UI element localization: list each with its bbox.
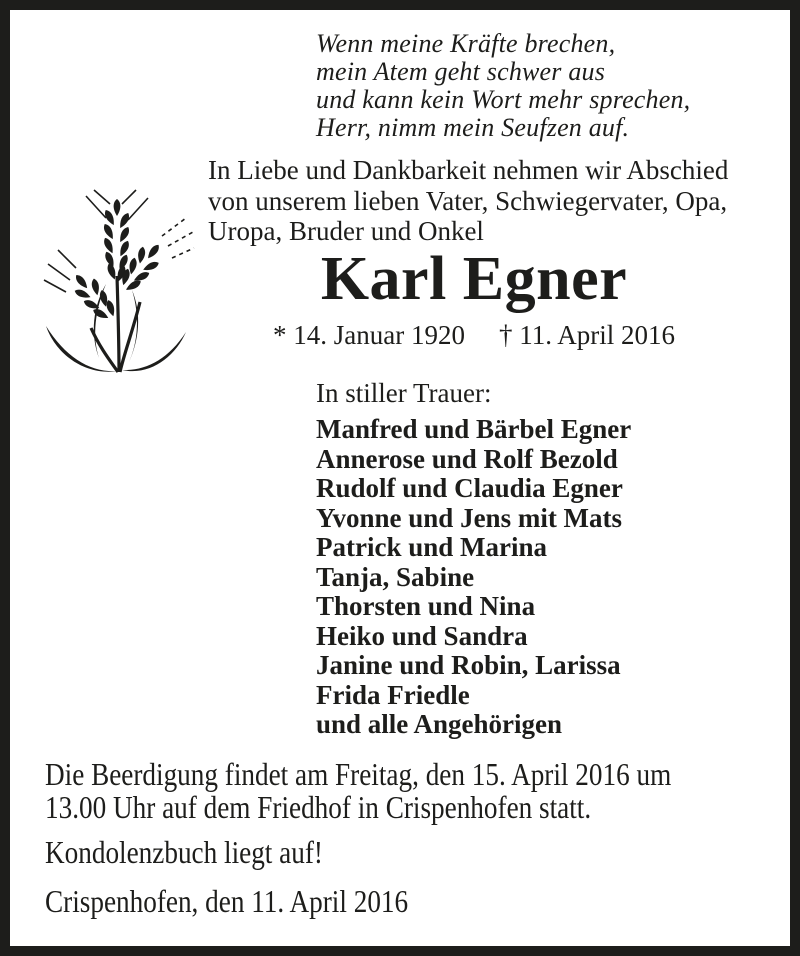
condolence-note: Kondolenzbuch liegt auf! [45, 834, 323, 870]
funeral-line: Die Beerdigung findet am Freitag, den 15. April 2016 um [45, 756, 672, 792]
farewell-intro [208, 155, 728, 247]
mourner-name: Thorsten und Nina [316, 591, 536, 621]
mourner-name: Patrick und Marina [316, 532, 548, 562]
mourner-name: Yvonne und Jens mit Mats [316, 502, 623, 533]
life-dates [174, 320, 774, 350]
mourner-name: Tanja, Sabine [316, 561, 475, 592]
mourners-list [316, 415, 631, 740]
funeral-info [45, 758, 671, 824]
verse-line: mein Atem geht schwer aus [316, 57, 606, 86]
verse-line: Herr, nimm mein Seufzen auf. [316, 113, 630, 142]
deceased-block [174, 246, 774, 350]
mourning-heading: In stiller Trauer: [316, 378, 492, 408]
mourner-name: Manfred und Bärbel Egner [316, 414, 632, 444]
place-dateline: Crispenhofen, den 11. April 2016 [45, 883, 409, 919]
death-date: † 11. April 2016 [498, 320, 675, 350]
wheat-ears-icon [36, 186, 196, 376]
intro-line: Uropa, Bruder und Onkel [208, 216, 484, 246]
mourner-name: Frida Friedle [316, 679, 470, 710]
mourner-name: und alle Angehörigen [316, 709, 563, 739]
funeral-line: 13.00 Uhr auf dem Friedhof in Crispenhofen statt. [45, 789, 592, 825]
verse-line: und kann kein Wort mehr sprechen, [316, 85, 691, 114]
deceased-name: Karl Egner [320, 245, 628, 313]
mourner-name: Heiko und Sandra [316, 620, 528, 651]
mourner-name: Rudolf und Claudia Egner [316, 473, 623, 503]
intro-line: von unserem lieben Vater, Schwiegervater, Opa, [208, 185, 728, 216]
verse-line: Wenn meine Kräfte brechen, [316, 29, 616, 58]
mourner-name: Janine und Robin, Larissa [316, 650, 621, 680]
mourner-name: Annerose und Rolf Bezold [316, 443, 618, 474]
birth-date: * 14. Januar 1920 [273, 320, 465, 350]
memorial-verse [316, 30, 690, 142]
intro-line: In Liebe und Dankbarkeit nehmen wir Abschied [208, 155, 729, 185]
